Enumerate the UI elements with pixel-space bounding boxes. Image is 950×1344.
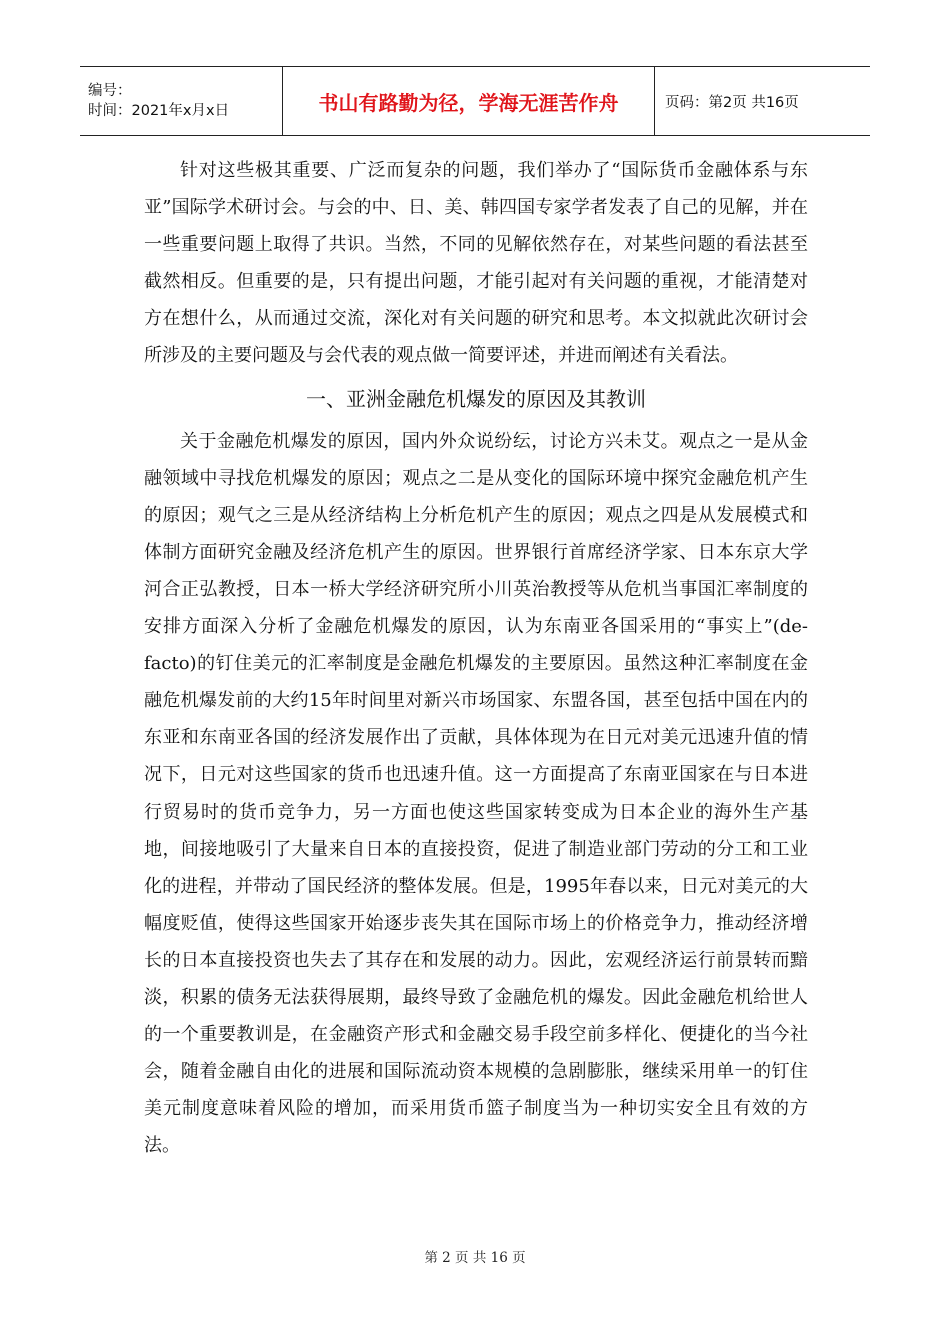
body-paragraph: 关于金融危机爆发的原因，国内外众说纷纭，讨论方兴未艾。观点之一是从金融领域中寻找危机爆发的原因；观点之二是从变化的国际环境中探究金融危机产生的原因；观气之三是从经济结构上分析危机产生的原因；观点之四是从发展模式和体制方面研究金融及经济危机产生的原因。世界银行首席经济学家、日本东京大学河合正弘教授，日本一桥大学经济研究所小川英治教授等从危机当事国汇率制度的安排方面深入分析了金融危机爆发的原因，认为东南亚各国采用的“事实上”(de-facto)的钉住美元的汇率制度是金融危机爆发的主要原因。虽然这种汇率制度在金融危机爆发前的大约15年时间里对新兴市场国家、东盟各国，甚至包括中国在内的东亚和东南亚各国的经济发展作出了贡献，具体体现为在日元对美元迅速升值的情况下，日元对这些国家的货币也迅速升值。这一方面提高了东南亚国家在与日本进行贸易时的货币竞争力，另一方面也使这些国家转变成为日本企业的海外生产基地，间接地吸引了大量来自日本的直接投资，促进了制造业部门劳动的分工和工业化的进程，并带动了国民经济的整体发展。但是，1995年春以来，日元对美元的大幅度贬值，使得这些国家开始逐步丧失其在国际市场上的价格竞争力，推动经济增长的日本直接投资也失去了其存在和发展的动力。因此，宏观经济运行前景转而黯淡，积累的债务无法获得展期，最终导致了金融危机的爆发。因此金融危机给世人的一个重要教训是，在金融资产形式和金融交易手段空前多样化、便捷化的当今社会，随着金融自由化的进展和国际流动资本规模的急剧膨胀，继续采用单一的钉住美元制度意味着风险的增加，而采用货币篮子制度当为一种切实安全且有效的方法。 — [144, 430, 808, 1157]
document-number-label: 编号： — [88, 83, 132, 99]
document-body — [144, 152, 808, 1164]
header-page-info: 页码：第2页 共16页 — [665, 94, 799, 111]
document-time-label: 时间：2021年x月x日 — [88, 103, 230, 119]
header-meta — [80, 67, 282, 135]
header-motto: 书山有路勤为径，学海无涯苦作舟 — [282, 67, 655, 135]
intro-paragraph: 针对这些极其重要、广泛而复杂的问题，我们举办了“国际货币金融体系与东亚”国际学术研讨会。与会的中、日、美、韩四国专家学者发表了自己的见解，并在一些重要问题上取得了共识。当然，不同的见解依然存在，对某些问题的看法甚至截然相反。但重要的是，只有提出问题，才能引起对有关问题的重视，才能清楚对方在想什么，从而通过交流，深化对有关问题的研究和思考。本文拟就此次研讨会所涉及的主要问题及与会代表的观点做一简要评述，并进而阐述有关看法。 — [144, 160, 808, 367]
section-title: 一、亚洲金融危机爆发的原因及其教训 — [306, 386, 646, 411]
page-footer: 第 2 页 共 16 页 — [424, 1250, 526, 1266]
page-header — [80, 66, 870, 136]
